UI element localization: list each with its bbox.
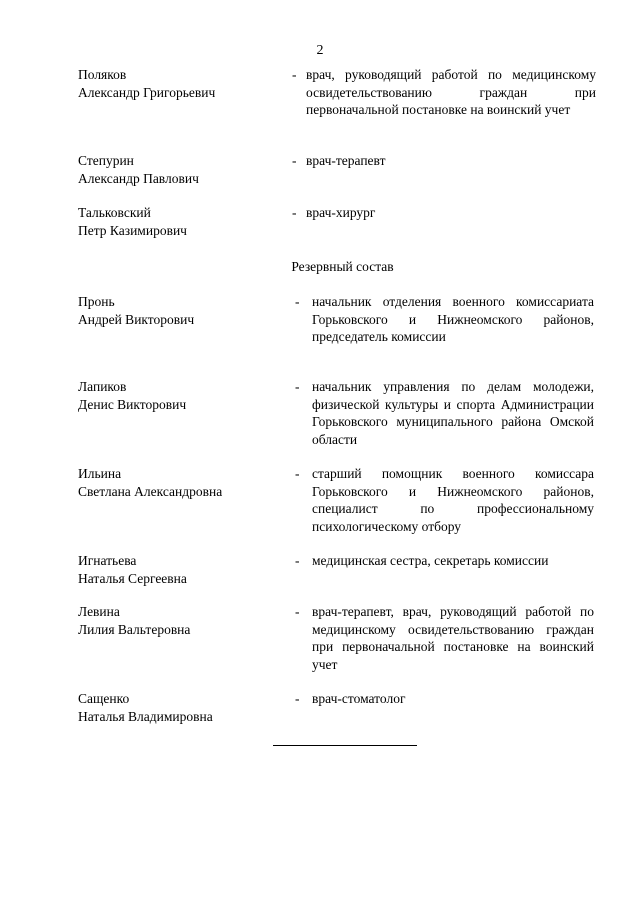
member-name — [78, 690, 278, 725]
member-role: медицинская сестра, секретарь комиссии — [312, 553, 549, 568]
member-role: врач, руководящий работой по медицинскому освидетельствованию граждан при первоначальной постановке на воинский учет — [306, 67, 596, 117]
member-surname: Сащенко — [78, 691, 130, 706]
member-surname: Степурин — [78, 153, 134, 168]
member-surname: Лапиков — [78, 379, 127, 394]
member-given-names: Александр Павлович — [78, 170, 199, 186]
dash-separator: - — [292, 153, 297, 168]
page-number: 2 — [316, 43, 324, 58]
member-given-names: Петр Казимирович — [78, 222, 187, 238]
member-given-names: Наталья Сергеевна — [78, 570, 187, 586]
end-of-list-rule — [273, 745, 417, 746]
member-surname: Тальковский — [78, 205, 151, 220]
member-surname: Левина — [78, 604, 120, 619]
member-given-names: Андрей Викторович — [78, 311, 195, 327]
member-name — [78, 552, 278, 587]
member-role: врач-хирург — [306, 205, 376, 220]
member-role: врач-стоматолог — [312, 691, 406, 706]
dash-separator: - — [295, 379, 300, 394]
member-name — [78, 204, 278, 239]
member-role: начальник управления по делам молодежи, физической культуры и спорта Администрации Горьковского муниципального района Омской области — [312, 379, 594, 447]
member-given-names: Светлана Александровна — [78, 483, 223, 499]
member-surname: Поляков — [78, 67, 127, 82]
member-role: врач-терапевт — [306, 153, 386, 168]
member-name — [78, 152, 278, 187]
member-given-names: Наталья Владимировна — [78, 708, 213, 724]
member-surname: Игнатьева — [78, 553, 137, 568]
member-name — [78, 293, 278, 328]
member-role: врач-терапевт, врач, руководящий работой по медицинскому освидетельствованию граждан при первоначальной постановке на воинский учет — [312, 604, 594, 672]
member-name — [78, 603, 278, 638]
member-given-names: Денис Викторович — [78, 396, 187, 412]
member-name — [78, 66, 278, 101]
member-given-names: Лилия Вальтеровна — [78, 621, 191, 637]
member-name — [78, 378, 278, 413]
member-name — [78, 465, 278, 500]
dash-separator: - — [295, 294, 300, 309]
dash-separator: - — [295, 466, 300, 481]
dash-separator: - — [295, 604, 300, 619]
reserve-section-heading: Резервный состав — [291, 259, 394, 274]
dash-separator: - — [295, 553, 300, 568]
dash-separator: - — [292, 67, 297, 82]
member-surname: Пронь — [78, 294, 115, 309]
dash-separator: - — [295, 691, 300, 706]
member-role: начальник отделения военного комиссариата Горьковского и Нижнеомского районов, председатель комиссии — [312, 294, 594, 344]
dash-separator: - — [292, 205, 297, 220]
member-surname: Ильина — [78, 466, 122, 481]
member-given-names: Александр Григорьевич — [78, 84, 216, 100]
member-role: старший помощник военного комиссара Горьковского и Нижнеомского районов, специалист по профессиональному психологическому отбору — [312, 466, 594, 534]
